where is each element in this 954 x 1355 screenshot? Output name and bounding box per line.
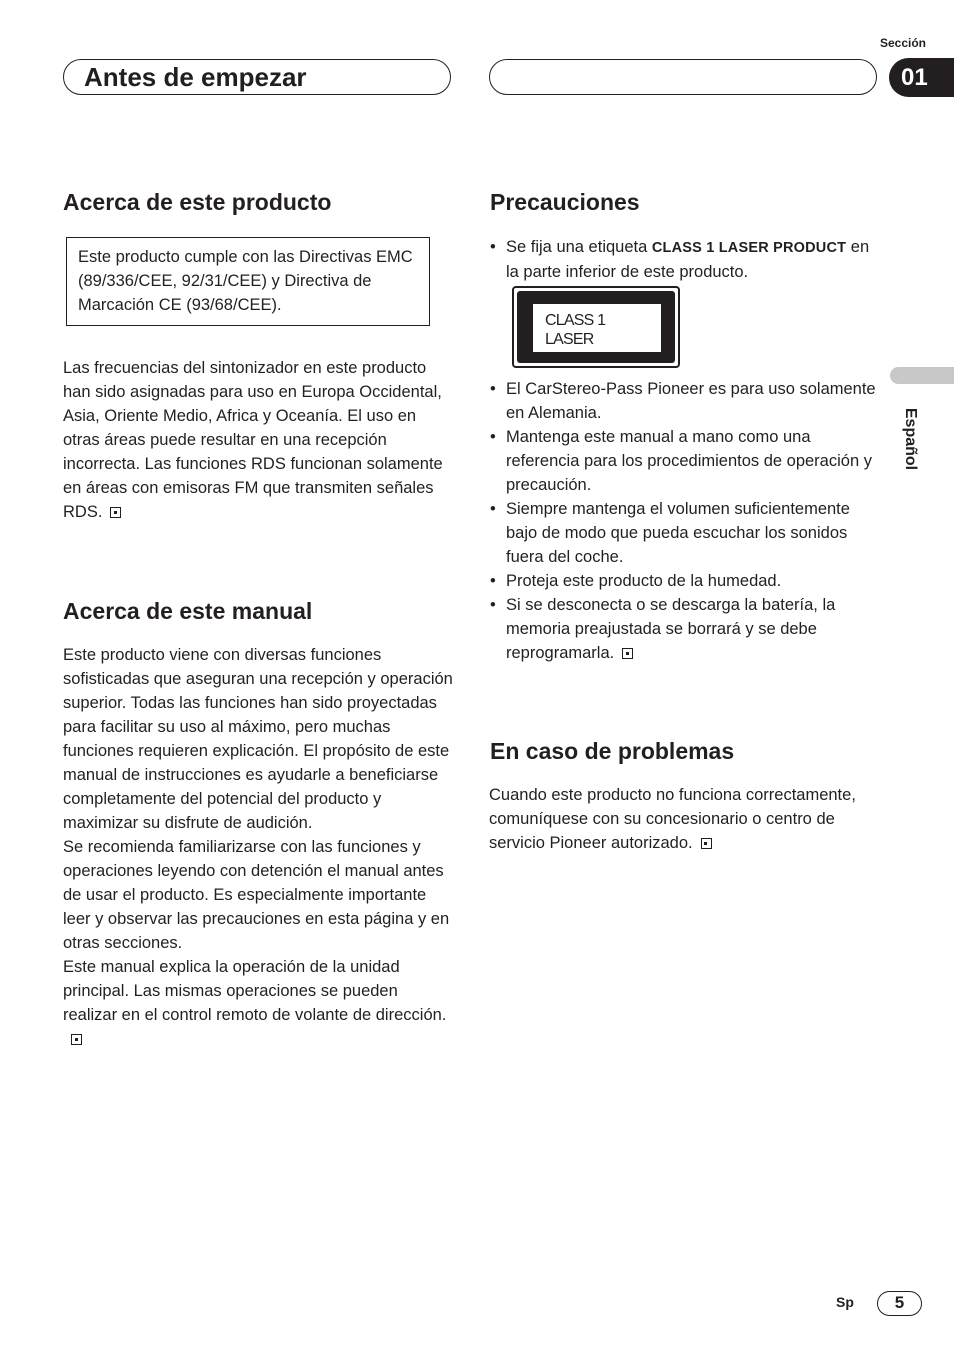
section-label: Sección <box>879 36 927 50</box>
laser-label-line2: LASER PRODUCT <box>545 331 619 367</box>
manual-paragraph-3 <box>63 955 453 1051</box>
compliance-notice-text: Este producto cumple con las Directivas EMC (89/336/CEE, 92/31/CEE) y Directiva de Marcación CE (93/68/CEE). <box>78 248 413 314</box>
manual-paragraph-3-text: Este manual explica la operación de la unidad principal. Las mismas operaciones se pueden realizar en el control remoto de volante de dirección. <box>63 958 447 1024</box>
precautions-list-top <box>490 235 885 284</box>
section-end-icon <box>71 1034 82 1045</box>
product-heading: Acerca de este producto <box>63 189 332 215</box>
section-end-icon <box>622 648 633 659</box>
product-paragraph <box>63 356 447 524</box>
chapter-title: Antes de empezar <box>84 62 307 92</box>
list-item: • El CarStereo-Pass Pioneer es para uso solamente en Alemania. <box>490 377 885 425</box>
product-paragraph-text: Las frecuencias del sintonizador en este producto han sido asignadas para uso en Europa Occidental, Asia, Oriente Medio, Africa y Oceanía. El uso en otras áreas puede resultar en una recepción incorrecta. Las funciones RDS funcionan solamente en áreas con emisoras FM que transmiten señales RDS. <box>63 359 443 521</box>
chapter-title-pill <box>63 59 451 95</box>
manual-paragraph-1: Este producto viene con diversas funciones sofisticadas que aseguran una recepción y operación superior. Todas las funciones han sido proyectadas para facilitar su uso al máximo, pero muchas funciones requieren explicación. El propósito de este manual de instrucciones es ayudarle a beneficiarse completamente del potencial del producto y maximizar su disfrute de audición. <box>63 646 453 832</box>
list-item <box>490 593 885 665</box>
laser-product-label <box>512 286 680 368</box>
blank-header-pill <box>489 59 877 95</box>
list-item: • Siempre mantenga el volumen suficientemente bajo de modo que pueda escuchar los sonidos fuera del coche. <box>490 497 885 569</box>
compliance-notice-box <box>66 237 430 326</box>
precautions-heading: Precauciones <box>490 189 640 215</box>
language-code: Sp <box>836 1294 854 1310</box>
manual-paragraph-2: Se recomienda familiarizarse con las funciones y operaciones leyendo con detención el manual antes de usar el producto. Es especialmente importante leer y observar las precauciones en esta página y en otras secciones. <box>63 838 450 952</box>
language-tab-bar <box>890 367 954 384</box>
laser-label-line1: CLASS 1 <box>545 312 606 329</box>
list-item: • Se fija una etiqueta CLASS 1 LASER PRODUCT en la parte inferior de este producto. <box>490 235 885 284</box>
troubleshooting-heading: En caso de problemas <box>490 738 735 764</box>
list-item-text: Si se desconecta o se descarga la batería, la memoria preajustada se borrará y se debe reprogramarla. <box>506 596 836 662</box>
laser-product-inline: CLASS 1 LASER PRODUCT <box>651 240 847 256</box>
page-number: 5 <box>877 1291 922 1316</box>
section-end-icon <box>701 838 712 849</box>
section-number-badge: 01 <box>889 58 954 97</box>
manual-heading: Acerca de este manual <box>63 598 313 624</box>
troubleshooting-paragraph <box>489 783 884 855</box>
manual-paragraphs <box>63 643 453 1051</box>
precautions-list <box>490 377 885 665</box>
language-tab-label: Español <box>902 407 919 471</box>
list-item: • Mantenga este manual a mano como una referencia para los procedimientos de operación y precaución. <box>490 425 885 497</box>
troubleshooting-text: Cuando este producto no funciona correctamente, comuníquese con su concesionario o centro de servicio Pioneer autorizado. <box>489 786 856 852</box>
list-item: • Proteja este producto de la humedad. <box>490 569 885 593</box>
section-end-icon <box>110 507 121 518</box>
